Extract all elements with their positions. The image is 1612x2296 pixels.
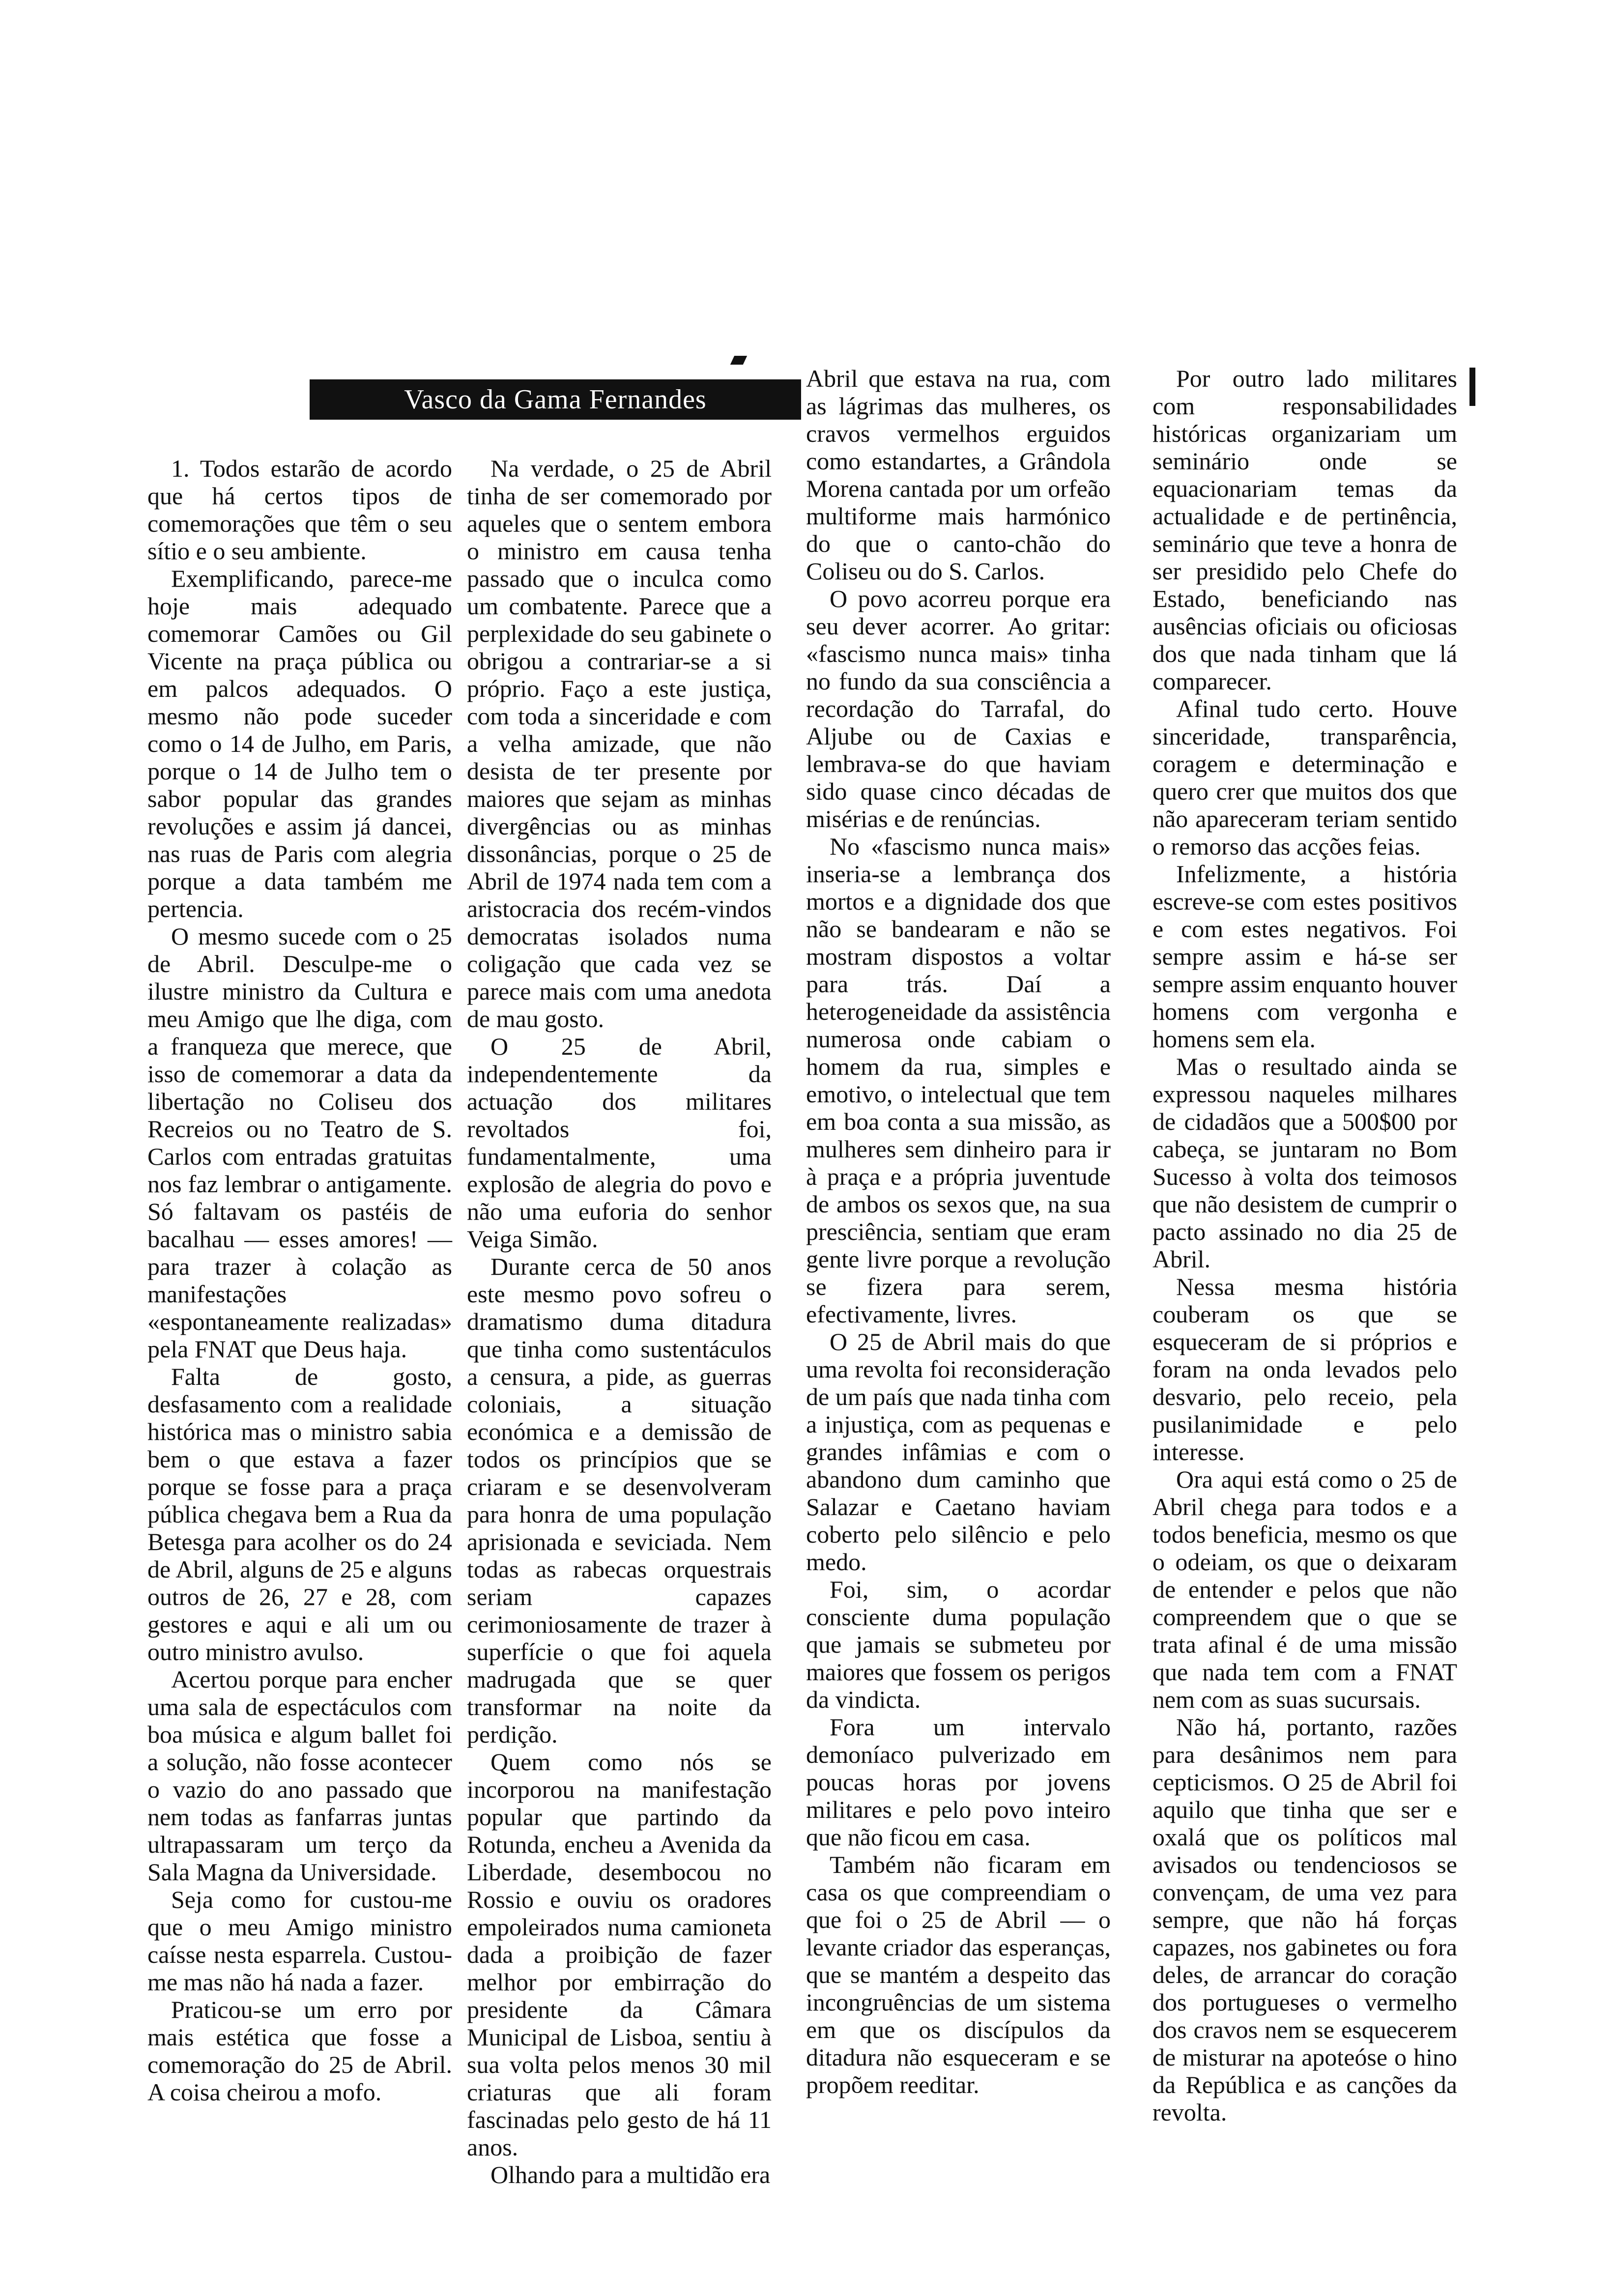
paragraph: O 25 de Abril mais do que uma revolta foi reconsideração de um país que nada tinha com a injustiça, com as pequenas e grandes infâmias e com o abandono dum caminho que Salazar e Caetano haviam coberto pelo silêncio e pelo medo. (806, 1328, 1111, 1576)
paragraph: Seja como for custou-me que o meu Amigo ministro caísse nesta esparrela. Custou-me mas não há nada a fazer. (147, 1886, 452, 1996)
paragraph: Mas o resultado ainda se expressou naqueles milhares de cidadãos que a 500$00 por cabeça, se juntaram no Bom Sucesso à volta dos teimosos que não desistem de cumprir o pacto assinado no dia 25 de Abril. (1152, 1053, 1457, 1273)
paragraph: Olhando para a multidão era (490, 2161, 771, 2188)
paragraph: Também não ficaram em casa os que compreendiam o que foi o 25 de Abril — o levante criador das esperanças, que se mantém a despeito das incongruências de um sistema em que os discípulos da ditadura não esqueceram e se propõem reeditar. (806, 1851, 1111, 2098)
print-mark (730, 356, 747, 365)
author-byline: Vasco da Gama Fernandes (310, 379, 801, 420)
text-column-3 (806, 365, 1111, 2098)
margin-ink-mark (1469, 368, 1475, 406)
paragraph: Nessa mesma história couberam os que se esqueceram de si próprios e foram na onda levados pelo desvario, pelo receio, pela pusilanimidade e pelo interesse. (1152, 1273, 1457, 1465)
paragraph: Praticou-se um erro por mais estética que fosse a comemoração do 25 de Abril. A coisa cheirou a mofo. (147, 1996, 452, 2106)
paragraph: Falta de gosto, desfasamento com a realidade histórica mas o ministro sabia bem o que estava a fazer porque se fosse para a praça pública chegava bem a Rua da Betesga para acolher os do 24 de Abril, alguns de 25 e alguns outros de 26, 27 e 28, com gestores e aqui e ali um ou outro ministro avulso. (147, 1363, 452, 1665)
text-column-2 (467, 455, 772, 2188)
paragraph: Fora um intervalo demoníaco pulverizado em poucas horas por jovens militares e pelo povo inteiro que não ficou em casa. (806, 1713, 1111, 1851)
text-column-1 (147, 455, 452, 2106)
paragraph: Acertou porque para encher uma sala de espectáculos com boa música e algum ballet foi a solução, não fosse acontecer o vazio do ano passado que nem todas as fanfarras juntas ultrapassaram um terço da Sala Magna da Universidade. (147, 1665, 452, 1886)
paragraph: 1. Todos estarão de acordo que há certos tipos de comemorações que têm o seu sítio e o seu ambiente. (147, 455, 452, 565)
paragraph: Durante cerca de 50 anos este mesmo povo sofreu o dramatismo duma ditadura que tinha como sustentáculos a censura, a pide, as guerras coloniais, a situação económica e a demissão de todos os princípios que se criaram e se desenvolveram para honra de uma população aprisionada e seviciada. Nem todas as rabecas orquestrais seriam capazes cerimoniosamente de trazer à superfície o que foi aquela madrugada que se quer transformar na noite da perdição. (467, 1253, 772, 1748)
paragraph: O 25 de Abril, independentemente da actuação dos militares revoltados foi, fundamentalmente, uma explosão de alegria do povo e não uma euforia do senhor Veiga Simão. (467, 1033, 772, 1253)
paragraph: Por outro lado militares com responsabilidades históricas organizariam um seminário onde se equacionariam temas da actualidade e de pertinência, seminário que teve a honra de ser presidido pelo Chefe do Estado, beneficiando nas ausências oficiais ou oficiosas dos que nada tinham que lá comparecer. (1152, 365, 1457, 695)
text-column-4 (1152, 365, 1457, 2126)
paragraph: Afinal tudo certo. Houve sinceridade, transparência, coragem e determinação e quero crer que muitos dos que não apareceram teriam sentido o remorso das acções feias. (1152, 695, 1457, 860)
paragraph: Infelizmente, a história escreve-se com estes positivos e com estes negativos. Foi sempre assim e há-se ser sempre assim enquanto houver homens com vergonha e homens sem ela. (1152, 860, 1457, 1053)
paragraph: Não há, portanto, razões para desânimos nem para cepticismos. O 25 de Abril foi aquilo que tinha que ser e oxalá que os políticos mal avisados ou tendenciosos se convençam, de uma vez para sempre, que não há forças capazes, nos gabinetes ou fora deles, de arrancar do coração dos portugueses o vermelho dos cravos nem se esquecerem de misturar na apoteóse o hino da República e as canções da revolta. (1152, 1713, 1457, 2126)
paragraph: Exemplificando, parece-me hoje mais adequado comemorar Camões ou Gil Vicente na praça pública ou em palcos adequados. O mesmo não pode suceder como o 14 de Julho, em Paris, porque o 14 de Julho tem o sabor popular das grandes revoluções e assim já dancei, nas ruas de Paris com alegria porque a data também me pertencia. (147, 565, 452, 922)
paragraph: No «fascismo nunca mais» inseria-se a lembrança dos mortos e a dignidade dos que não se bandearam e não se mostram dispostos a voltar para trás. Daí a heterogeneidade da assistência numerosa onde cabiam o homem da rua, simples e emotivo, o intelectual que tem em boa conta a sua missão, as mulheres sem dinheiro para ir à praça e a própria juventude de ambos os sexos que, na sua presciência, sentiam que eram gente livre porque a revolução se fizera para serem, efectivamente, livres. (806, 832, 1111, 1328)
paragraph: O mesmo sucede com o 25 de Abril. Desculpe-me o ilustre ministro da Cultura e meu Amigo que lhe diga, com a franqueza que merece, que isso de comemorar a data da libertação no Coliseu dos Recreios ou no Teatro de S. Carlos com entradas gratuitas nos faz lembrar o antigamente. Só faltavam os pastéis de bacalhau — esses amores! — para trazer à colação as manifestações «espontaneamente realizadas» pela FNAT que Deus haja. (147, 922, 452, 1363)
paragraph: Ora aqui está como o 25 de Abril chega para todos e a todos beneficia, mesmo os que o odeiam, os que o deixaram de entender e pelos que não compreendem que o que se trata afinal é de uma missão que nada tem com a FNAT nem com as suas sucursais. (1152, 1465, 1457, 1713)
paragraph: O povo acorreu porque era seu dever acorrer. Ao gritar: «fascismo nunca mais» tinha no fundo da sua consciência a recordação do Tarrafal, do Aljube ou de Caxias e lembrava-se do que haviam sido quase cinco décadas de misérias e de renúncias. (806, 585, 1111, 832)
paragraph: Foi, sim, o acordar consciente duma população que jamais se submeteu por maiores que fossem os perigos da vindicta. (806, 1576, 1111, 1713)
paragraph: Na verdade, o 25 de Abril tinha de ser comemorado por aqueles que o sentem embora o ministro em causa tenha passado que o inculca como um combatente. Parece que a perplexidade do seu gabinete o obrigou a contrariar-se a si próprio. Faço a este justiça, com toda a sinceridade e com a velha amizade, que não desista de ter presente por maiores que sejam as minhas divergências ou as minhas dissonâncias, porque o 25 de Abril de 1974 nada tem com a aristocracia dos recém-vindos democratas isolados numa coligação que cada vez se parece mais com uma anedota de mau gosto. (467, 455, 772, 1033)
paragraph: Abril que estava na rua, com as lágrimas das mulheres, os cravos vermelhos erguidos como estandartes, a Grândola Morena cantada por um orfeão multiforme mais harmónico do que o canto-chão do Coliseu ou do S. Carlos. (806, 365, 1111, 585)
paragraph: Quem como nós se incorporou na manifestação popular que partindo da Rotunda, encheu a Avenida da Liberdade, desembocou no Rossio e ouviu os oradores empoleirados numa camioneta dada a proibição de fazer melhor por embirração do presidente da Câmara Municipal de Lisboa, sentiu à sua volta pelos menos 30 mil criaturas que ali foram fascinadas pelo gesto de há 11 anos. (467, 1748, 772, 2161)
